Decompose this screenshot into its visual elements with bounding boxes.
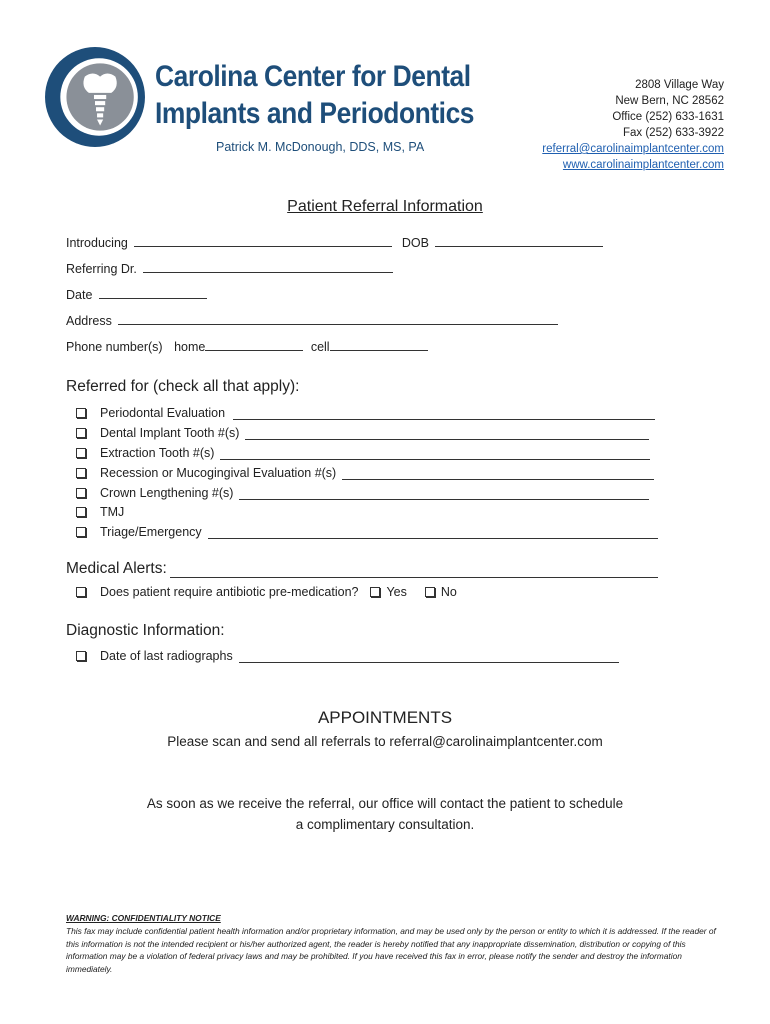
no-checkbox[interactable] — [425, 587, 435, 597]
referral-option — [76, 426, 649, 440]
checkbox[interactable] — [76, 651, 86, 661]
referral-option-input[interactable] — [208, 526, 658, 539]
dob-label: DOB — [401, 236, 429, 250]
referral-option-input[interactable] — [239, 487, 649, 500]
referring-row — [66, 260, 393, 276]
antibiotic-question: Does patient require antibiotic pre-medication? — [100, 585, 359, 599]
phone-label: Phone number(s) — [66, 340, 163, 354]
contact-block — [542, 77, 724, 173]
contact-text-line1: As soon as we receive the referral, our office will contact the patient to schedule — [146, 796, 624, 811]
checkbox[interactable] — [76, 587, 86, 597]
cell-label: cell — [310, 340, 330, 354]
referral-option — [76, 505, 124, 519]
address-label: Address — [66, 314, 112, 328]
radiographs-input[interactable] — [239, 650, 619, 663]
referral-option-label: Dental Implant Tooth #(s) — [100, 426, 240, 440]
phone-row — [66, 338, 428, 354]
referral-option-label: Crown Lengthening #(s) — [100, 486, 234, 500]
office-phone: Office (252) 633-1631 — [612, 111, 724, 123]
referral-option-input[interactable] — [245, 427, 649, 440]
checkbox[interactable] — [76, 428, 86, 438]
medical-alerts-row — [66, 560, 658, 578]
yes-checkbox[interactable] — [370, 587, 380, 597]
fax-number: Fax (252) 633-3922 — [622, 127, 724, 139]
confidentiality-notice — [66, 912, 726, 976]
referral-option-label: TMJ — [100, 505, 125, 519]
dob-input[interactable] — [435, 234, 603, 247]
medical-alerts-input[interactable] — [170, 563, 658, 578]
brand-name-line2: Implants and Periodontics — [155, 97, 475, 130]
doctor-name: Patrick M. McDonough, DDS, MS, PA — [216, 140, 425, 154]
checkbox[interactable] — [76, 488, 86, 498]
antibiotic-question-row — [76, 585, 457, 599]
referral-option — [76, 525, 658, 539]
medical-heading: Medical Alerts: — [66, 560, 167, 577]
introducing-row — [66, 234, 603, 250]
address-row — [66, 312, 558, 328]
referring-input[interactable] — [143, 260, 393, 273]
checkbox[interactable] — [76, 507, 86, 517]
website-link[interactable]: www.carolinaimplantcenter.com — [562, 159, 724, 171]
appointments-heading: APPOINTMENTS — [317, 708, 453, 727]
diagnostic-heading: Diagnostic Information: — [66, 622, 225, 639]
referring-label: Referring Dr. — [66, 262, 137, 276]
date-label: Date — [66, 288, 93, 302]
referral-option — [76, 486, 649, 500]
practice-logo-icon — [44, 46, 146, 148]
address-line2: New Bern, NC 28562 — [615, 95, 724, 107]
radiographs-label: Date of last radiographs — [100, 649, 233, 663]
checkbox[interactable] — [76, 408, 86, 418]
referral-option-label: Extraction Tooth #(s) — [100, 446, 215, 460]
referral-option-input[interactable] — [342, 467, 654, 480]
warning-body: This fax may include confidential patient health information and/or proprietary information, and may be used only by the person or entity to which it is addressed. If the reader of this information is not the intended recipient or his/her authorized agent, the reader is hereby notified that any inappropriate dissemination, distribution or copying of this information may be a violation of federal privacy laws and may be prohibited. If you have received this fax in error, please notify the sender and destroy the information immediately. — [66, 925, 716, 975]
referral-option-label: Triage/Emergency — [100, 525, 202, 539]
brand-name-line1: Carolina Center for Dental — [155, 60, 471, 93]
checkbox[interactable] — [76, 468, 86, 478]
address-line1: 2808 Village Way — [635, 79, 724, 91]
referral-option-input[interactable] — [220, 447, 650, 460]
date-row — [66, 286, 207, 302]
referral-option-label: Recession or Mucogingival Evaluation #(s) — [100, 466, 337, 480]
scan-instructions: Please scan and send all referrals to referral@carolinaimplantcenter.com — [167, 734, 603, 749]
home-label: home — [174, 340, 206, 354]
referral-option-input[interactable] — [233, 407, 655, 420]
no-label: No — [440, 585, 457, 599]
form-title: Patient Referral Information — [287, 198, 483, 215]
referral-option — [76, 446, 650, 460]
referral-option-label: Periodontal Evaluation — [100, 406, 226, 420]
checkbox[interactable] — [76, 448, 86, 458]
home-phone-input[interactable] — [205, 338, 303, 351]
referred-heading: Referred for (check all that apply): — [66, 378, 300, 395]
contact-text-line2: a complimentary consultation. — [295, 817, 475, 832]
referral-option — [76, 406, 655, 420]
address-input[interactable] — [118, 312, 558, 325]
referral-option — [76, 466, 654, 480]
checkbox[interactable] — [76, 527, 86, 537]
date-input[interactable] — [99, 286, 207, 299]
introducing-label: Introducing — [66, 236, 128, 250]
radiographs-row — [76, 649, 619, 663]
yes-label: Yes — [386, 585, 407, 599]
introducing-input[interactable] — [134, 234, 392, 247]
cell-phone-input[interactable] — [330, 338, 428, 351]
email-link[interactable]: referral@carolinaimplantcenter.com — [542, 143, 724, 155]
warning-heading: WARNING: CONFIDENTIALITY NOTICE — [66, 913, 221, 923]
